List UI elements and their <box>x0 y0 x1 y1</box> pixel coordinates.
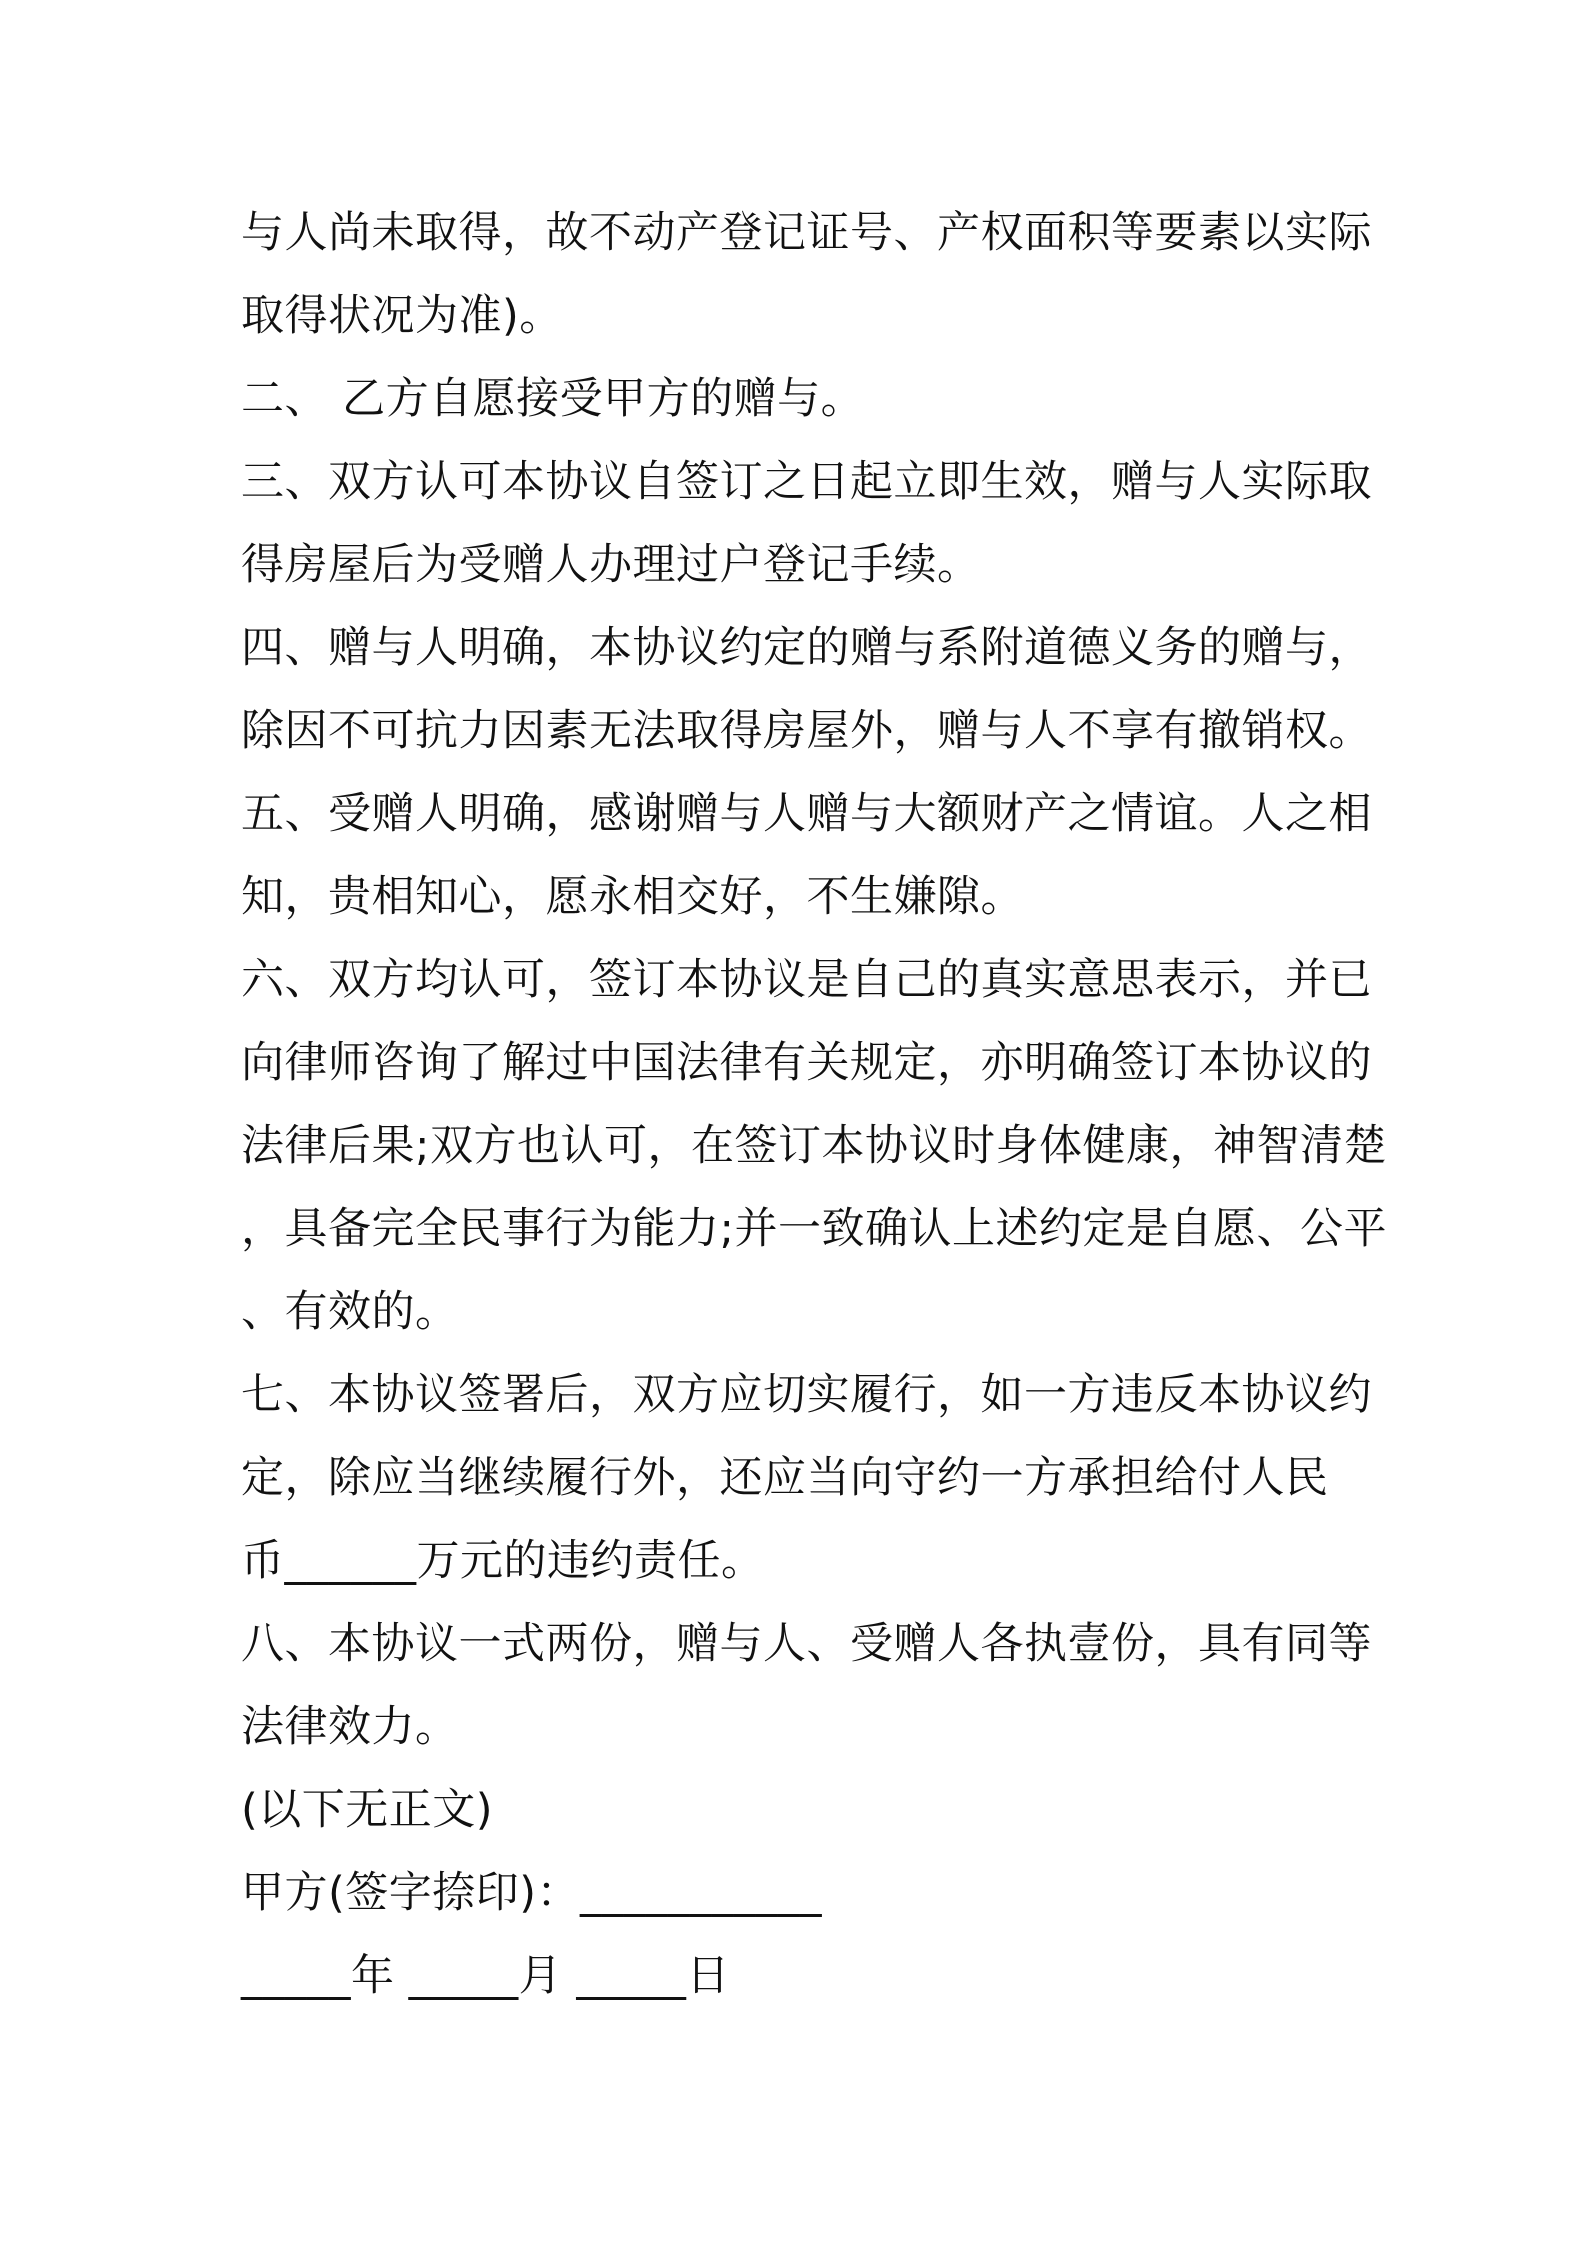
clause-3: 三、双方认可本协议自签订之日起立即生效，赠与人实际取 <box>241 457 1372 507</box>
document-body <box>241 192 1387 2018</box>
clause-6: 六、双方均认可，签订本协议是自己的真实意思表示，并已 <box>241 955 1372 1005</box>
text-line: 向律师咨询了解过中国法律有关规定，亦明确签订本协议的 <box>241 1038 1372 1088</box>
text-line: 、有效的。 <box>241 1287 459 1337</box>
text-line: ，具备完全民事行为能力;并一致确认上述约定是自愿、公平 <box>241 1204 1387 1254</box>
text-line: 法律后果;双方也认可，在签订本协议时身体健康，神智清楚 <box>241 1121 1387 1171</box>
clause-4: 四、赠与人明确，本协议约定的赠与系附道德义务的赠与， <box>241 623 1372 673</box>
party-a-signature-line: 甲方(签字捺印)：___________ <box>241 1868 823 1918</box>
clause-8: 八、本协议一式两份，赠与人、受赠人各执壹份，具有同等 <box>241 1619 1372 1669</box>
clause-5: 五、受赠人明确，感谢赠与人赠与大额财产之情谊。人之相 <box>241 789 1372 839</box>
text-line: 除因不可抗力因素无法取得房屋外，赠与人不享有撤销权。 <box>241 706 1372 756</box>
clause-2: 二、 乙方自愿接受甲方的赠与。 <box>241 374 865 424</box>
text-line: 取得状况为准)。 <box>241 291 563 341</box>
date-line: _____年 _____月 _____日 <box>241 1951 730 2001</box>
clause-7: 七、本协议签署后，双方应切实履行，如一方违反本协议约 <box>241 1370 1372 1420</box>
text-line: 知，贵相知心，愿永相交好，不生嫌隙。 <box>241 872 1024 922</box>
text-line: 法律效力。 <box>241 1702 459 1752</box>
text-line: 得房屋后为受赠人办理过户登记手续。 <box>241 540 981 590</box>
text-line: 币______万元的违约责任。 <box>241 1536 765 1586</box>
no-further-text-note: (以下无正文) <box>241 1785 494 1835</box>
text-line: 定，除应当继续履行外，还应当向守约一方承担给付人民 <box>241 1453 1329 1503</box>
text-line: 与人尚未取得，故不动产登记证号、产权面积等要素以实际 <box>241 208 1372 258</box>
